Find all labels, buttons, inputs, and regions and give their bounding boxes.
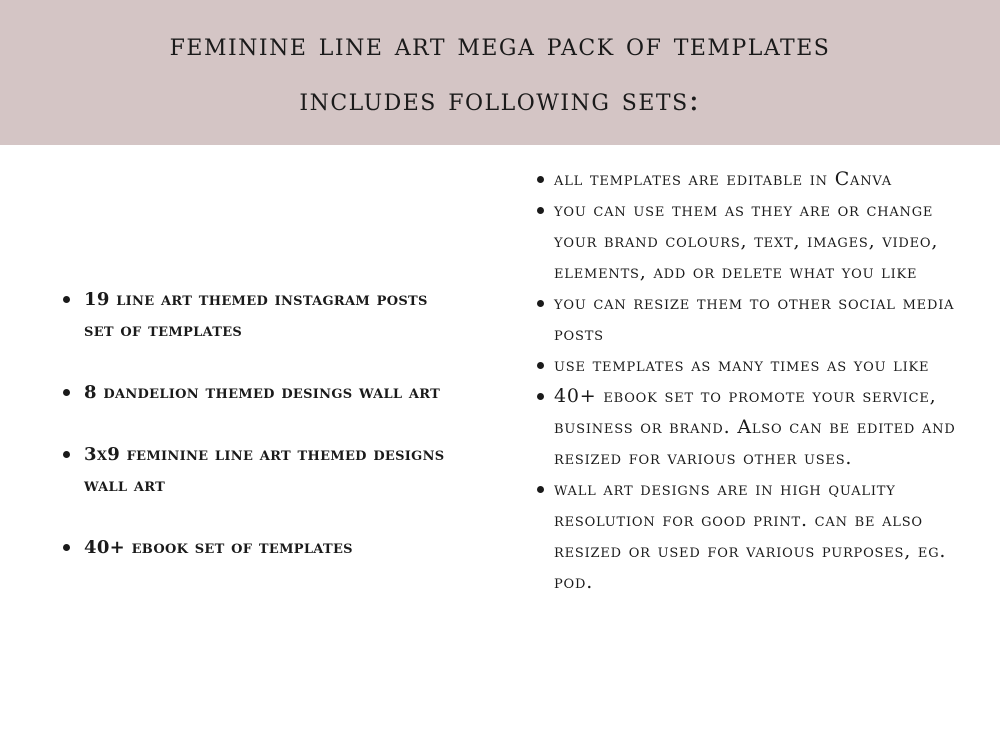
list-item xyxy=(60,532,460,563)
list-item-text: 8 dandelion themed desings wall art xyxy=(84,382,441,403)
list-item xyxy=(533,381,973,474)
bullet-icon xyxy=(537,362,544,369)
features-list xyxy=(533,164,973,598)
list-item-text: wall art designs are in high quality resolution for good print. can be also resized or used for various purposes, eg. pod. xyxy=(554,478,947,593)
list-item-text: all templates are editable in Canva xyxy=(554,168,892,190)
bullet-icon xyxy=(537,393,544,400)
bullet-icon xyxy=(63,544,70,551)
list-item-text: 40+ ebook set to promote your service, business or brand. Also can be edited and resized for various other uses. xyxy=(554,385,956,469)
list-item xyxy=(533,195,973,288)
list-item xyxy=(60,377,460,408)
list-item-text: 3x9 feminine line art themed designs wall art xyxy=(84,444,445,496)
list-item-text: you can resize them to other social media posts xyxy=(554,292,955,345)
bullet-icon xyxy=(537,486,544,493)
sets-list xyxy=(60,284,460,563)
page-title-line-1: feminine line art mega pack of templates xyxy=(169,27,831,63)
list-item xyxy=(60,439,460,501)
list-item xyxy=(533,474,973,598)
bullet-icon xyxy=(63,296,70,303)
list-item-text: use templates as many times as you like xyxy=(554,354,930,376)
list-item-text: 19 line art themed instagram posts set of templates xyxy=(84,289,428,341)
bullet-icon xyxy=(537,176,544,183)
list-item xyxy=(533,288,973,350)
bullet-icon xyxy=(63,389,70,396)
list-item-text: you can use them as they are or change your brand colours, text, images, video, elements, add or delete what you like xyxy=(554,199,939,283)
list-item xyxy=(533,350,973,381)
list-item-text: 40+ ebook set of templates xyxy=(84,537,353,558)
bullet-icon xyxy=(537,300,544,307)
list-item xyxy=(533,164,973,195)
header-banner xyxy=(0,0,1000,145)
bullet-icon xyxy=(537,207,544,214)
page-title-line-2: includes following sets: xyxy=(299,82,701,118)
bullet-icon xyxy=(63,451,70,458)
list-item xyxy=(60,284,460,346)
